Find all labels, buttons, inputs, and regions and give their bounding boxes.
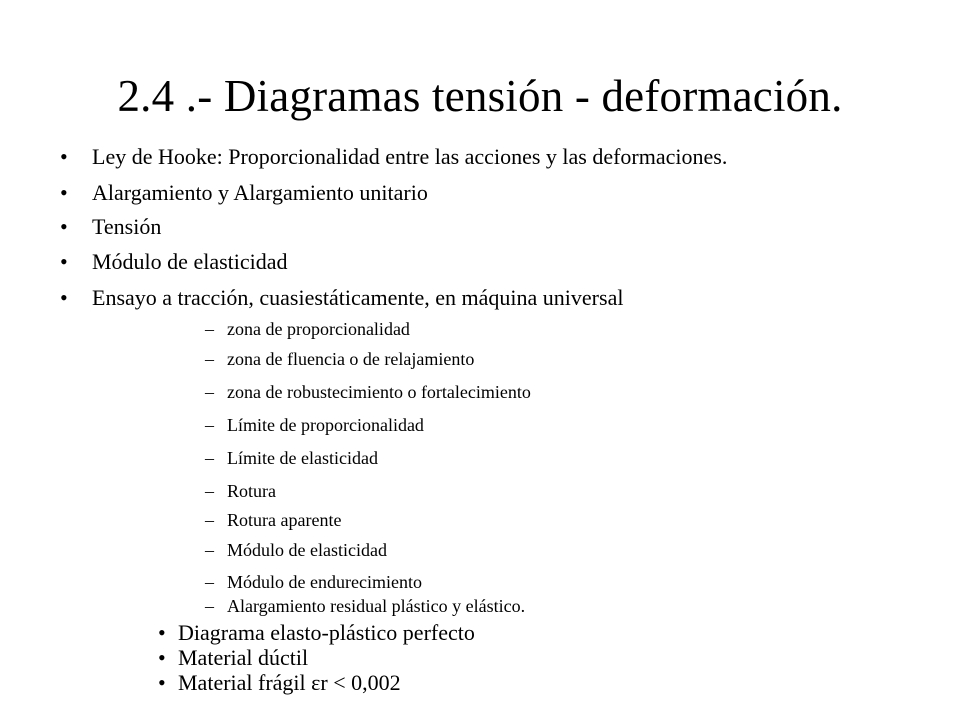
bullet-icon: •	[60, 180, 68, 205]
main-bullet-text: Tensión	[92, 214, 162, 239]
bullet-icon: •	[158, 645, 166, 670]
main-bullet-text: Ensayo a tracción, cuasiestáticamente, en máquina universal	[92, 285, 624, 310]
dash-icon: –	[205, 319, 214, 339]
sub-item-text: Límite de elasticidad	[227, 448, 378, 468]
main-bullet-text: Ley de Hooke: Proporcionalidad entre las acciones y las deformaciones.	[92, 144, 728, 169]
dash-icon: –	[205, 540, 214, 560]
bullet-icon: •	[158, 670, 166, 695]
sub-item-text: Alargamiento residual plástico y elástico.	[227, 596, 526, 616]
bottom-bullet-text: Material dúctil	[178, 645, 309, 670]
sub-item-text: zona de fluencia o de relajamiento	[227, 349, 475, 369]
sub-item-text: Módulo de elasticidad	[227, 540, 387, 560]
dash-icon: –	[205, 596, 214, 616]
main-bullet-text: Alargamiento y Alargamiento unitario	[92, 180, 428, 205]
bullet-icon: •	[60, 144, 68, 169]
sub-item-text: zona de robustecimiento o fortalecimiento	[227, 382, 531, 402]
sub-item-text: Rotura	[227, 481, 276, 501]
dash-icon: –	[205, 415, 214, 435]
bullet-icon: •	[60, 285, 68, 310]
dash-icon: –	[205, 448, 214, 468]
dash-icon: –	[205, 510, 214, 530]
sub-item-text: zona de proporcionalidad	[227, 319, 410, 339]
bullet-icon: •	[158, 620, 166, 645]
dash-icon: –	[205, 481, 214, 501]
sub-item-text: Límite de proporcionalidad	[227, 415, 424, 435]
sub-item-text: Módulo de endurecimiento	[227, 572, 422, 592]
dash-icon: –	[205, 349, 214, 369]
dash-icon: –	[205, 572, 214, 592]
main-bullet-text: Módulo de elasticidad	[92, 249, 288, 274]
bottom-bullet-text: Diagrama elasto-plástico perfecto	[178, 620, 475, 645]
bottom-bullet-text: Material frágil εr < 0,002	[178, 670, 401, 695]
sub-item-text: Rotura aparente	[227, 510, 342, 530]
dash-icon: –	[205, 382, 214, 402]
bullet-icon: •	[60, 214, 68, 239]
slide-title: 2.4 .- Diagramas tensión - deformación.	[117, 71, 843, 121]
bullet-icon: •	[60, 249, 68, 274]
